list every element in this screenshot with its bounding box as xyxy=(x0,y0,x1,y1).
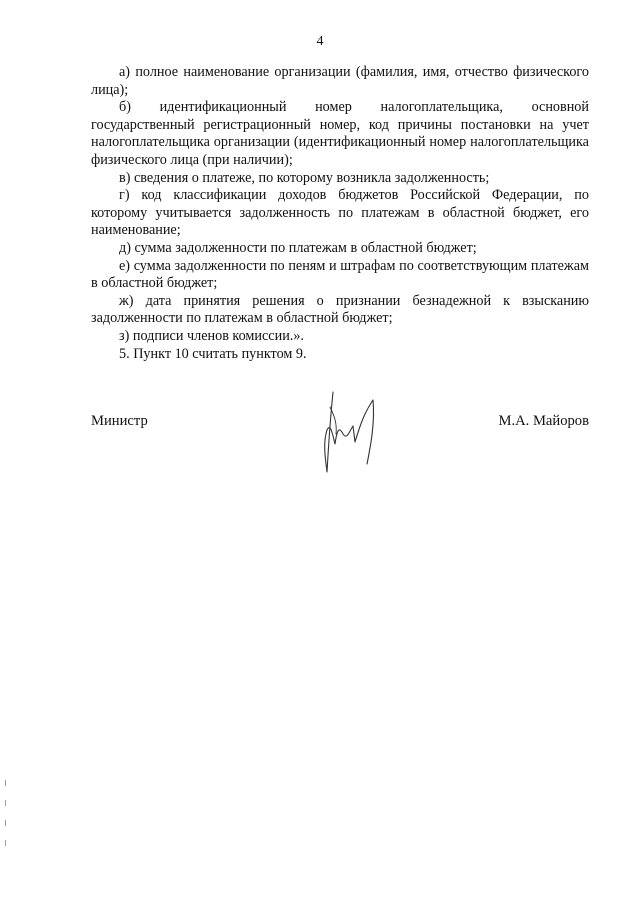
paragraph-a: а) полное наименование организации (фамилия, имя, отчество физического лица); xyxy=(91,64,589,98)
paragraph-item-5: 5. Пункт 10 считать пунктом 9. xyxy=(119,345,307,362)
document-body xyxy=(91,64,589,363)
paragraph-v: в) сведения о платеже, по которому возникла задолженность; xyxy=(119,169,490,186)
signature-block xyxy=(91,412,589,482)
paragraph-b: б) идентификационный номер налогоплательщика, основной государственный регистрационный номер, код причины постановки на учет налогоплательщика организации (идентификационный номер налогоплательщика физического лица (при наличии); xyxy=(91,99,589,168)
signatory-name: М.А. Майоров xyxy=(498,413,589,429)
paragraph-zh: ж) дата принятия решения о признании безнадежной к взысканию задолженности по платежам в областной бюджет; xyxy=(91,292,589,327)
signatory-role: Министр xyxy=(91,413,148,429)
handwritten-signature xyxy=(313,382,383,482)
paragraph-e: е) сумма задолженности по пеням и штрафам по соответствующим платежам в областной бюджет; xyxy=(91,257,589,292)
paragraph-d: д) сумма задолженности по платежам в областной бюджет; xyxy=(119,239,477,256)
paragraph-g: г) код классификации доходов бюджетов Российской Федерации, по которому учитывается задолженность по платежам в областной бюджет, его наименование; xyxy=(91,187,589,239)
page-number: 4 xyxy=(316,34,324,49)
paragraph-z: з) подписи членов комиссии.». xyxy=(119,327,304,344)
scan-margin-marks xyxy=(4,780,8,860)
